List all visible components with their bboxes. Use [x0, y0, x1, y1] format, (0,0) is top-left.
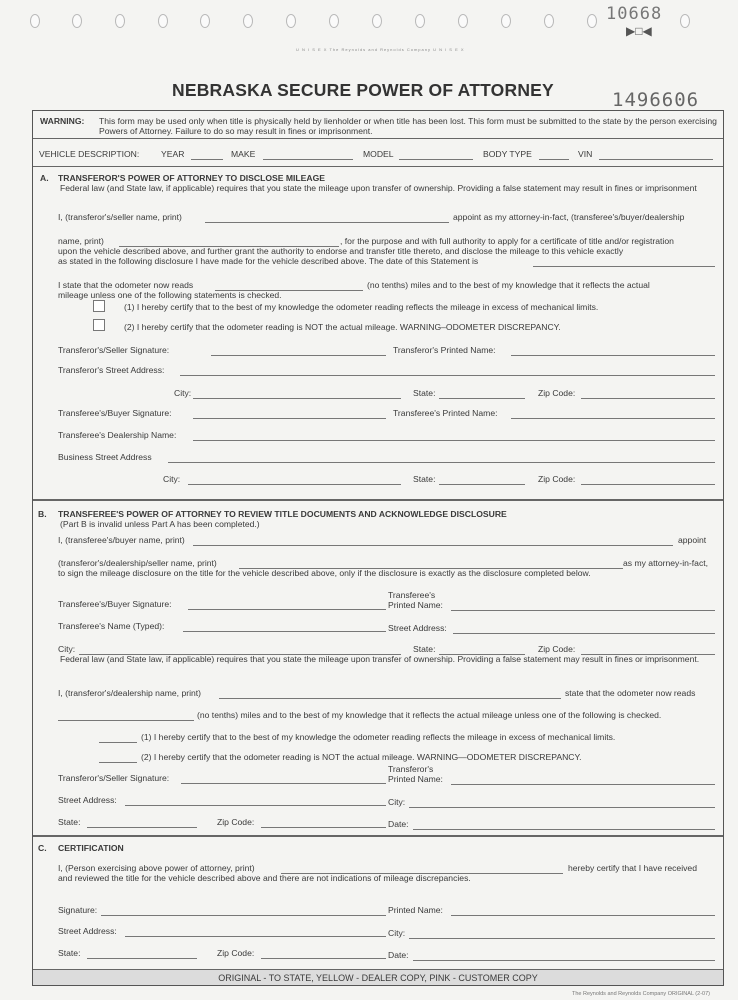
a-seller-name-label: I, (transferor's/seller name, print) [58, 212, 182, 222]
b-buyer-name-label: I, (transferee's/buyer name, print) [58, 535, 185, 545]
a-zip2-label: Zip Code: [538, 474, 576, 484]
a-odometer-label: I state that the odometer now reads [58, 280, 194, 290]
b-seller-signature-field[interactable] [181, 783, 386, 784]
b-city2-field[interactable] [409, 807, 715, 808]
b-date-field[interactable] [413, 829, 715, 830]
b-buyer-name-field[interactable] [193, 545, 673, 546]
copy-distribution: ORIGINAL - TO STATE, YELLOW - DEALER COPY, PINK - CUSTOMER COPY [218, 973, 538, 983]
b-state-label: State: [413, 644, 436, 654]
vehicle-year-field[interactable] [191, 159, 223, 160]
a-seller-printed-label: Transferor's Printed Name: [393, 345, 496, 355]
section-b-heading: TRANSFEREE'S POWER OF ATTORNEY TO REVIEW TITLE DOCUMENTS AND ACKNOWLEDGE DISCLOSURE [58, 509, 507, 519]
form-imprint: The Reynolds and Reynolds Company ORIGINAL (2-07) [572, 991, 710, 997]
a-city2-label: City: [163, 474, 181, 484]
a-state2-label: State: [413, 474, 436, 484]
vehicle-make-label: MAKE [231, 149, 256, 159]
a-seller-name-field[interactable] [205, 222, 449, 223]
a-check-1-box[interactable] [93, 300, 105, 312]
b-tprinted-label-2: Printed Name: [388, 774, 443, 784]
b-street2-label: Street Address: [58, 795, 117, 805]
b-typed-name-field[interactable] [183, 631, 386, 632]
b-zip-label: Zip Code: [538, 644, 576, 654]
b-buyer-signature-field[interactable] [188, 609, 386, 610]
a-buyer-signature-label: Transferee's/Buyer Signature: [58, 408, 172, 418]
b-street2-field[interactable] [125, 805, 386, 806]
warning-text: This form may be used only when title is physically held by lienholder or when title has been lost. This form must be submitted to the state by the person exercising Powers of Attorney. Failure to do so may result in fines or imprisonment. [99, 116, 717, 136]
c-reviewed-text: and reviewed the title for the vehicle described above and there are not indications of mileage discrepancies. [58, 873, 471, 883]
a-business-street-label: Business Street Address [58, 452, 152, 462]
a-seller-signature-field[interactable] [211, 355, 386, 356]
b-street-label: Street Address: [388, 623, 447, 633]
b-check-1-text: (1) I hereby certify that to the best of my knowledge the odometer reading reflects the mileage in excess of mechanical limits. [141, 732, 616, 742]
section-a-heading: TRANSFEROR'S POWER OF ATTORNEY TO DISCLOSE MILEAGE [58, 173, 326, 183]
section-b-note: (Part B is invalid unless Part A has been completed.) [60, 519, 260, 529]
vehicle-body-label: BODY TYPE [483, 149, 532, 159]
b-sign-text: to sign the mileage disclosure on the title for the vehicle described above, only if the disclosure is exactly as the disclosure completed below. [58, 568, 591, 578]
a-dealership-field[interactable] [193, 440, 715, 441]
b-check-2-text: (2) I hereby certify that the odometer reading is NOT the actual mileage. WARNING—ODOMETER DISCREPANCY. [141, 752, 582, 762]
c-printed-field[interactable] [451, 915, 715, 916]
stamp-number: 10668 [606, 4, 663, 24]
b-printed-label-1: Transferee's [388, 590, 436, 600]
section-c-heading: CERTIFICATION [58, 843, 124, 853]
b-street-field[interactable] [453, 633, 715, 634]
vehicle-year-label: YEAR [161, 149, 185, 159]
poa-form [32, 110, 724, 986]
b-seller-signature-label: Transferor's/Seller Signature: [58, 773, 170, 783]
b-typed-name-label: Transferee's Name (Typed): [58, 621, 165, 631]
a-zip-field[interactable] [581, 398, 715, 399]
c-signature-field[interactable] [101, 915, 386, 916]
a-city2-field[interactable] [188, 484, 401, 485]
b-check-2-field[interactable] [99, 762, 137, 763]
c-date-field[interactable] [413, 960, 715, 961]
a-buyer-printed-field[interactable] [511, 418, 715, 419]
b-seller-name-label: (transferor's/dealership/seller name, print) [58, 558, 217, 568]
a-check-1-text: (1) I hereby certify that to the best of my knowledge the odometer reading reflects the mileage in excess of mechanical limits. [124, 302, 599, 312]
a-authority-text: , for the purpose and with full authority to apply for a certificate of title and/or registration [340, 236, 674, 246]
b-odometer-field[interactable] [58, 720, 194, 721]
a-dealership-label: Transferee's Dealership Name: [58, 430, 177, 440]
c-signature-label: Signature: [58, 905, 98, 915]
c-zip-label: Zip Code: [217, 948, 255, 958]
a-street-field[interactable] [180, 375, 715, 376]
b-state2-label: State: [58, 817, 81, 827]
b-state2-field[interactable] [87, 827, 197, 828]
section-a-federal: Federal law (and State law, if applicable) requires that you state the mileage upon transfer of ownership. Providing a false statement may result in fines or imprisonment [60, 183, 697, 193]
b-printed-label-2: Printed Name: [388, 600, 443, 610]
warning-label: WARNING: [40, 116, 85, 126]
b-odometer-reads-text: state that the odometer now reads [565, 688, 696, 698]
b-tprinted-label-1: Transferor's [388, 764, 434, 774]
b-attorney-text: as my attorney-in-fact, [623, 558, 709, 568]
c-printed-label: Printed Name: [388, 905, 443, 915]
a-city-label: City: [174, 388, 192, 398]
c-state-label: State: [58, 948, 81, 958]
vehicle-vin-field[interactable] [599, 159, 713, 160]
b-odometer-name-label: I, (transferor's/dealership name, print) [58, 688, 202, 698]
a-appoint-text: appoint as my attorney-in-fact, (transferee's/buyer/dealership [453, 212, 685, 222]
c-city-field[interactable] [409, 938, 715, 939]
b-city-label: City: [58, 644, 76, 654]
section-b-letter: B. [38, 509, 47, 519]
a-endorse-text: upon the vehicle described above, and further grant the authority to endorse and transfer title thereto, and disclose the mileage to this vehicle exactly [58, 246, 624, 256]
section-a-letter: A. [40, 173, 49, 183]
a-city-field[interactable] [193, 398, 401, 399]
section-c-letter: C. [38, 843, 47, 853]
a-statement-date-field[interactable] [533, 266, 715, 267]
c-person-name-label: I, (Person exercising above power of attorney, print) [58, 863, 255, 873]
b-buyer-signature-label: Transferee's/Buyer Signature: [58, 599, 172, 609]
vehicle-vin-label: VIN [578, 149, 593, 159]
a-zip-label: Zip Code: [538, 388, 576, 398]
b-odometer-miles-text: (no tenths) miles and to the best of my knowledge that it reflects the actual mileage unless one of the following is checked. [197, 710, 662, 720]
b-odometer-name-field[interactable] [219, 698, 561, 699]
b-appoint-text: appoint [678, 535, 707, 545]
b-buyer-printed-field[interactable] [451, 610, 715, 611]
c-street-label: Street Address: [58, 926, 117, 936]
c-state-field[interactable] [87, 958, 197, 959]
c-zip-field[interactable] [261, 958, 386, 959]
a-state2-field[interactable] [439, 484, 525, 485]
a-buyer-printed-label: Transferee's Printed Name: [393, 408, 498, 418]
printer-imprint: U N I S E X The Reynolds and Reynolds Company U N I S E X [296, 47, 465, 52]
b-zip2-label: Zip Code: [217, 817, 255, 827]
c-date-label: Date: [388, 950, 409, 960]
a-statement-date-label: as stated in the following disclosure I have made for the vehicle described above. The date of this Statement is [58, 256, 479, 266]
b-date-label: Date: [388, 819, 409, 829]
registration-mark-icon: ▶□◀ [626, 24, 652, 38]
a-odometer-unless-text: mileage unless one of the following statements is checked. [58, 290, 282, 300]
control-number: 1496606 [612, 89, 700, 111]
a-check-2-text: (2) I hereby certify that the odometer reading is NOT the actual mileage. WARNING–ODOMETER DISCREPANCY. [124, 322, 561, 332]
vehicle-model-field[interactable] [399, 159, 473, 160]
vehicle-model-label: MODEL [363, 149, 394, 159]
a-buyer-name-label: name, print) [58, 236, 104, 246]
c-street-field[interactable] [125, 936, 386, 937]
c-certify-text: hereby certify that I have received [568, 863, 697, 873]
a-check-2-box[interactable] [93, 319, 105, 331]
vehicle-label: VEHICLE DESCRIPTION: [39, 149, 140, 159]
section-b-federal: Federal law (and State law, if applicable) requires that you state the mileage upon transfer of ownership. Providing a false statement may result in fines or imprisonment. [60, 654, 700, 664]
b-seller-printed-field[interactable] [451, 784, 715, 785]
a-state-field[interactable] [439, 398, 525, 399]
b-zip2-field[interactable] [261, 827, 386, 828]
a-seller-printed-field[interactable] [511, 355, 715, 356]
b-check-1-field[interactable] [99, 742, 137, 743]
vehicle-make-field[interactable] [263, 159, 353, 160]
b-city2-label: City: [388, 797, 406, 807]
a-state-label: State: [413, 388, 436, 398]
page-title: NEBRASKA SECURE POWER OF ATTORNEY [172, 80, 554, 100]
a-zip2-field[interactable] [581, 484, 715, 485]
c-city-label: City: [388, 928, 406, 938]
a-odometer-miles-text: (no tenths) miles and to the best of my knowledge that it reflects the actual [367, 280, 650, 290]
vehicle-body-field[interactable] [539, 159, 569, 160]
a-buyer-signature-field[interactable] [193, 418, 386, 419]
a-seller-signature-label: Transferor's/Seller Signature: [58, 345, 170, 355]
a-business-street-field[interactable] [168, 462, 715, 463]
a-street-label: Transferor's Street Address: [58, 365, 165, 375]
